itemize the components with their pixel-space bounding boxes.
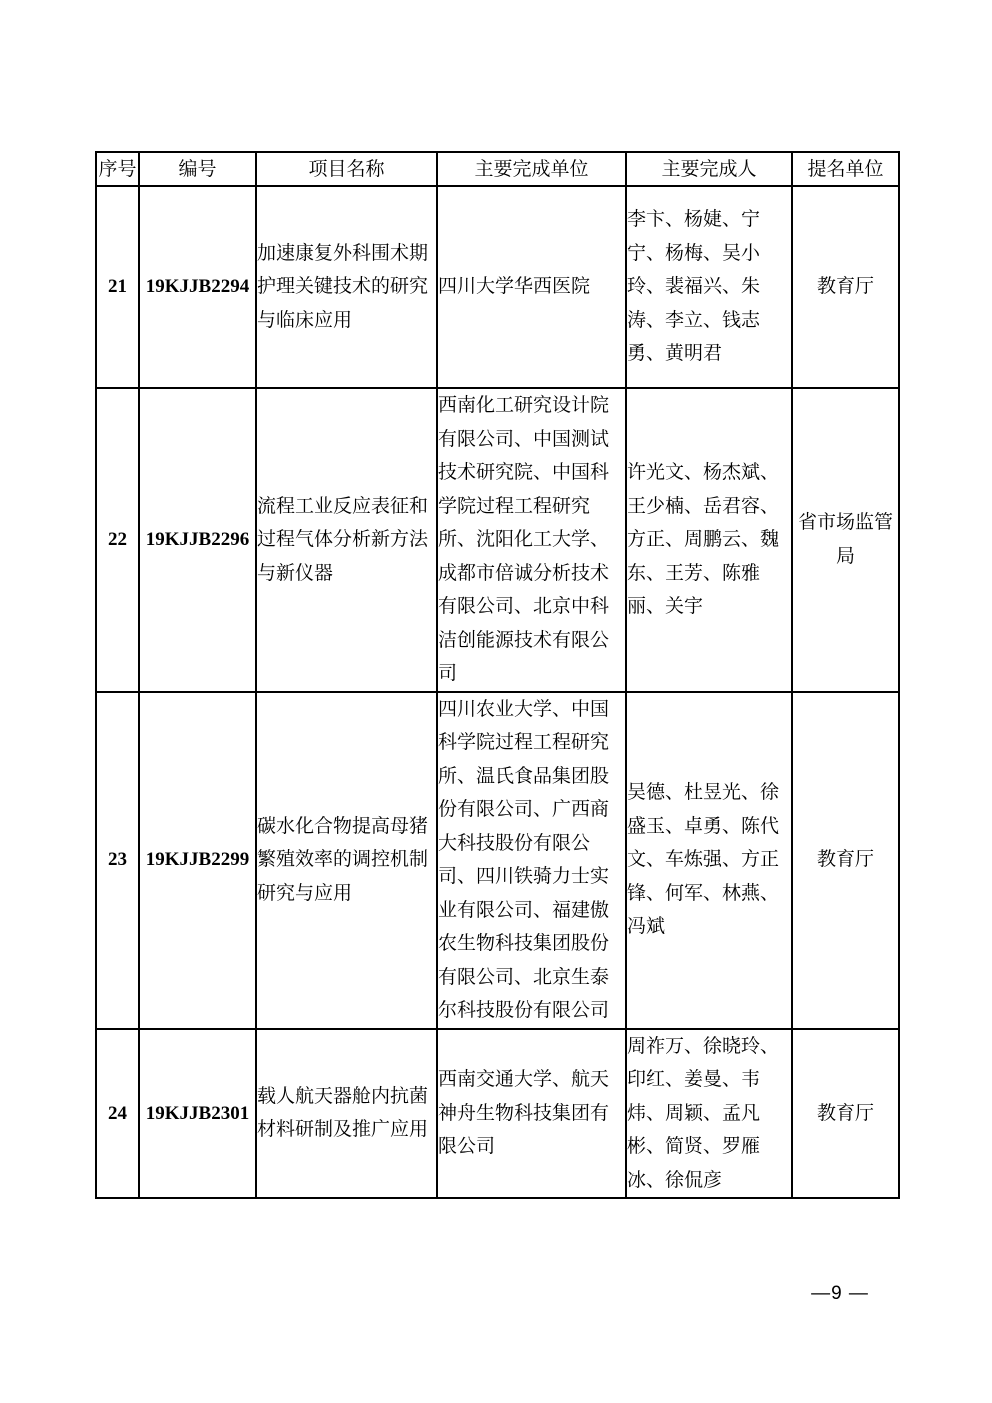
row-code: 19KJJB2301 xyxy=(139,1029,256,1199)
header-nominator: 提名单位 xyxy=(792,152,899,186)
row-completing-people: 吴德、杜昱光、徐盛玉、卓勇、陈代文、车炼强、方正锋、何军、林燕、冯斌 xyxy=(626,692,792,1029)
header-index: 序号 xyxy=(96,152,139,186)
row-completing-units: 西南化工研究设计院有限公司、中国测试技术研究院、中国科学院过程工程研究所、沈阳化工大学、成都市倍诚分析技术有限公司、北京中科洁创能源技术有限公司 xyxy=(437,388,626,692)
row-index: 23 xyxy=(96,692,139,1029)
header-completing-units: 主要完成单位 xyxy=(437,152,626,186)
row-code: 19KJJB2294 xyxy=(139,186,256,388)
table-row xyxy=(96,692,899,1029)
row-index: 21 xyxy=(96,186,139,388)
header-code: 编号 xyxy=(139,152,256,186)
row-nominator: 教育厅 xyxy=(792,692,899,1029)
row-completing-units: 四川大学华西医院 xyxy=(437,186,626,388)
table-row xyxy=(96,186,899,388)
row-index: 22 xyxy=(96,388,139,692)
row-completing-units: 西南交通大学、航天神舟生物科技集团有限公司 xyxy=(437,1029,626,1199)
table-row xyxy=(96,1029,899,1199)
row-nominator: 省市场监管局 xyxy=(792,388,899,692)
row-project-name: 载人航天器舱内抗菌材料研制及推广应用 xyxy=(256,1029,437,1199)
award-table xyxy=(95,151,900,1199)
table-header-row xyxy=(96,152,899,186)
row-project-name: 流程工业反应表征和过程气体分析新方法与新仪器 xyxy=(256,388,437,692)
row-index: 24 xyxy=(96,1029,139,1199)
row-nominator: 教育厅 xyxy=(792,1029,899,1199)
row-completing-people: 李卞、杨婕、宁宁、杨梅、吴小玲、裴福兴、朱涛、李立、钱志勇、黄明君 xyxy=(626,186,792,388)
row-project-name: 碳水化合物提高母猪繁殖效率的调控机制研究与应用 xyxy=(256,692,437,1029)
row-completing-people: 许光文、杨杰斌、王少楠、岳君容、方正、周鹏云、魏东、王芳、陈雅丽、关宇 xyxy=(626,388,792,692)
row-code: 19KJJB2296 xyxy=(139,388,256,692)
row-code: 19KJJB2299 xyxy=(139,692,256,1029)
row-project-name: 加速康复外科围术期护理关键技术的研究与临床应用 xyxy=(256,186,437,388)
row-nominator: 教育厅 xyxy=(792,186,899,388)
row-completing-people: 周祚万、徐晓玲、印红、姜曼、韦炜、周颖、孟凡彬、简贤、罗雁冰、徐侃彦 xyxy=(626,1029,792,1199)
header-project-name: 项目名称 xyxy=(256,152,437,186)
page-number: —9 — xyxy=(811,1283,869,1304)
header-completing-people: 主要完成人 xyxy=(626,152,792,186)
row-completing-units: 四川农业大学、中国科学院过程工程研究所、温氏食品集团股份有限公司、广西商大科技股份有限公司、四川铁骑力士实业有限公司、福建傲农生物科技集团股份有限公司、北京生泰尔科技股份有限公司 xyxy=(437,692,626,1029)
table-row xyxy=(96,388,899,692)
